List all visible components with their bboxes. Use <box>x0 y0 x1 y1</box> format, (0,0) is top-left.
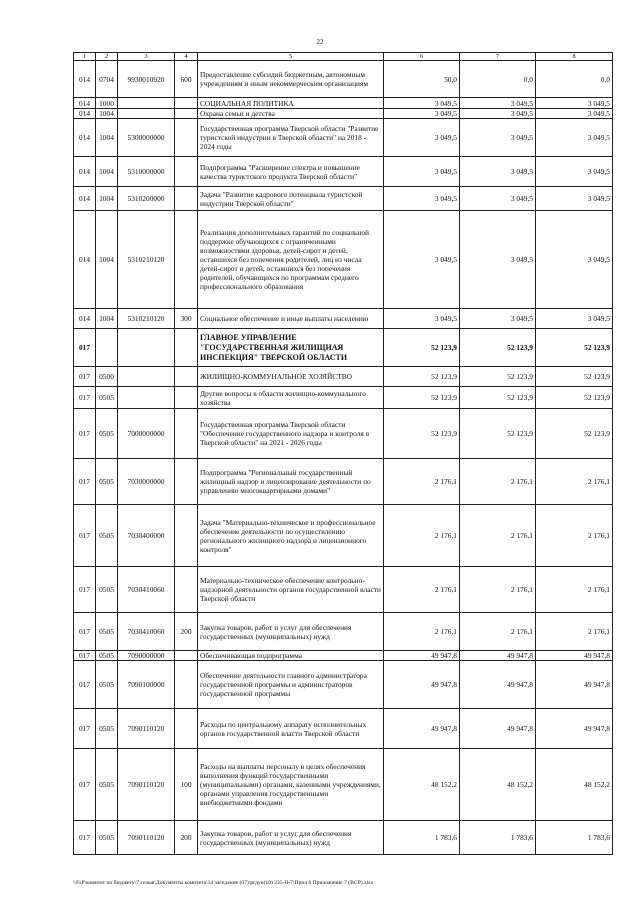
amount-col7-cell: 52 123,9 <box>460 409 536 459</box>
section-code-cell: 1004 <box>96 309 118 329</box>
table-row <box>74 821 613 855</box>
item-name-cell: Задача "Материально-техническое и профессиональное обеспечение деятельности по осуществлению регионального жилищного надзора и лицензионного контроля" <box>198 505 384 567</box>
amount-col7-cell: 49 947,8 <box>460 661 536 709</box>
amount-col7-cell: 2 176,1 <box>460 567 536 613</box>
admin-code-cell: 014 <box>74 109 96 119</box>
expense-type-cell <box>175 651 198 661</box>
item-name-cell: ЖИЛИЩНО-КОММУНАЛЬНОЕ ХОЗЯЙСТВО <box>198 367 384 387</box>
expense-type-cell <box>175 119 198 157</box>
item-name-cell: Расходы на выплаты персоналу в целях обеспечения выполнения функций государственными (муниципальными) органами, казенными учреждениями, органами управления государственными внебюджетными фондами <box>198 749 384 821</box>
amount-col8-cell: 52 123,9 <box>536 387 613 409</box>
amount-col8-cell: 1 783,6 <box>536 821 613 855</box>
amount-col6-cell: 3 049,5 <box>384 309 460 329</box>
amount-col6-cell: 2 176,1 <box>384 567 460 613</box>
target-article-cell: 5310000000 <box>118 157 175 187</box>
target-article-cell: 7090100000 <box>118 661 175 709</box>
amount-col7-cell: 49 947,8 <box>460 651 536 661</box>
amount-col8-cell: 3 049,5 <box>536 98 613 109</box>
table-row <box>74 709 613 749</box>
expense-type-cell: 200 <box>175 821 198 855</box>
table-row <box>74 98 613 109</box>
expense-type-cell <box>175 211 198 309</box>
page-number: 22 <box>316 38 324 46</box>
expense-type-cell <box>175 98 198 109</box>
amount-col8-cell: 49 947,8 <box>536 651 613 661</box>
admin-code-cell: 014 <box>74 187 96 211</box>
amount-col6-cell: 1 783,6 <box>384 821 460 855</box>
target-article-cell: 7030410060 <box>118 567 175 613</box>
section-code-cell: 0505 <box>96 567 118 613</box>
amount-col8-cell: 3 049,5 <box>536 187 613 211</box>
amount-col8-cell: 3 049,5 <box>536 309 613 329</box>
target-article-cell: 7090110120 <box>118 749 175 821</box>
admin-code-cell: 017 <box>74 459 96 505</box>
amount-col8-cell: 48 152,2 <box>536 749 613 821</box>
table-row <box>74 459 613 505</box>
section-code-cell: 0505 <box>96 387 118 409</box>
item-name-cell: Государственная программа Тверской области "Обеспечение государственного надзора и контроля в Тверской области" на 2021 - 2026 годы <box>198 409 384 459</box>
section-code-cell: 0505 <box>96 709 118 749</box>
item-name-cell: Реализация дополнительных гарантий по социальной поддержке обучающихся с ограниченными возможностями здоровья, детей-сирот и детей, оставшихся без попечения родителей, лиц из числа детей-сирот и детей, оставшихся без попечения родителей, обучающихся по программам среднего профессионального образования <box>198 211 384 309</box>
section-code-cell: 0505 <box>96 459 118 505</box>
table-row <box>74 661 613 709</box>
admin-code-cell: 014 <box>74 211 96 309</box>
amount-col8-cell: 2 176,1 <box>536 567 613 613</box>
section-code-cell: 0505 <box>96 613 118 651</box>
section-code-cell <box>96 329 118 367</box>
admin-code-cell: 017 <box>74 387 96 409</box>
item-name-cell: Предоставление субсидий бюджетным, автономным учреждениям и иным некоммерческим организациям <box>198 61 384 98</box>
amount-col8-cell: 3 049,5 <box>536 119 613 157</box>
amount-col8-cell: 3 049,5 <box>536 157 613 187</box>
admin-code-cell: 017 <box>74 651 96 661</box>
target-article-cell: 7030410060 <box>118 613 175 651</box>
item-name-cell: Другие вопросы в области жилищно-коммунального хозяйства <box>198 387 384 409</box>
header-cell: 8 <box>536 53 613 61</box>
amount-col7-cell: 2 176,1 <box>460 459 536 505</box>
target-article-cell: 7090110120 <box>118 709 175 749</box>
amount-col6-cell: 49 947,8 <box>384 661 460 709</box>
admin-code-cell: 017 <box>74 821 96 855</box>
item-name-cell: Материально-техническое обеспечение контрольно-надзорной деятельности органов государственной власти Тверской области <box>198 567 384 613</box>
expense-type-cell <box>175 157 198 187</box>
amount-col6-cell: 48 152,2 <box>384 749 460 821</box>
table-row <box>74 211 613 309</box>
expense-type-cell: 600 <box>175 61 198 98</box>
target-article-cell <box>118 387 175 409</box>
amount-col7-cell: 3 049,5 <box>460 187 536 211</box>
amount-col6-cell: 2 176,1 <box>384 505 460 567</box>
amount-col7-cell: 3 049,5 <box>460 211 536 309</box>
admin-code-cell: 017 <box>74 749 96 821</box>
amount-col6-cell: 49 947,8 <box>384 709 460 749</box>
item-name-cell: Подпрограмма "Региональный государственный жилищный надзор и лицензирование деятельности по управлению многоквартирными домами" <box>198 459 384 505</box>
expense-type-cell <box>175 567 198 613</box>
item-name-cell: Социальное обеспечение и иные выплаты населению <box>198 309 384 329</box>
amount-col7-cell: 48 152,2 <box>460 749 536 821</box>
item-name-cell: Подпрограмма "Расширение спектра и повышение качества туристского продукта Тверской области" <box>198 157 384 187</box>
section-code-cell: 1004 <box>96 157 118 187</box>
amount-col7-cell: 3 049,5 <box>460 309 536 329</box>
expense-type-cell: 200 <box>175 613 198 651</box>
table-body <box>74 53 613 855</box>
amount-col7-cell: 1 783,6 <box>460 821 536 855</box>
header-cell: 2 <box>96 53 118 61</box>
item-name-cell: Государственная программа Тверской области "Развитие туристской индустрии в Тверской области" на 2018 - 2024 годы <box>198 119 384 157</box>
section-code-cell: 0505 <box>96 651 118 661</box>
admin-code-cell: 017 <box>74 709 96 749</box>
target-article-cell <box>118 109 175 119</box>
amount-col8-cell: 52 123,9 <box>536 409 613 459</box>
amount-col7-cell: 2 176,1 <box>460 613 536 651</box>
amount-col8-cell: 2 176,1 <box>536 505 613 567</box>
amount-col7-cell: 0,0 <box>460 61 536 98</box>
expense-type-cell <box>175 329 198 367</box>
target-article-cell: 5310210120 <box>118 309 175 329</box>
admin-code-cell: 017 <box>74 613 96 651</box>
amount-col6-cell: 3 049,5 <box>384 157 460 187</box>
admin-code-cell: 014 <box>74 61 96 98</box>
admin-code-cell: 017 <box>74 661 96 709</box>
amount-col6-cell: 3 049,5 <box>384 109 460 119</box>
amount-col8-cell: 49 947,8 <box>536 661 613 709</box>
amount-col7-cell: 52 123,9 <box>460 387 536 409</box>
expense-type-cell: 300 <box>175 309 198 329</box>
item-name-cell: Закупка товаров, работ и услуг для обеспечения государственных (муниципальных) нужд <box>198 821 384 855</box>
item-name-cell: СОЦИАЛЬНАЯ ПОЛИТИКА <box>198 98 384 109</box>
table-row <box>74 157 613 187</box>
target-article-cell <box>118 367 175 387</box>
target-article-cell: 5310210120 <box>118 211 175 309</box>
section-code-cell: 1000 <box>96 98 118 109</box>
file-path-footer: \\FsP\комитет по бюджету\7 созыв\Документы комитета\14 заседание (07)\ргдук(10) 235-II-7\Прил 6 Приложение 7 (ВСР).xlsx <box>73 880 374 886</box>
section-code-cell: 1004 <box>96 187 118 211</box>
header-cell: 1 <box>74 53 96 61</box>
target-article-cell: 7090110120 <box>118 821 175 855</box>
item-name-cell: Закупка товаров, работ и услуг для обеспечения государственных (муниципальных) нужд <box>198 613 384 651</box>
section-code-cell: 0505 <box>96 749 118 821</box>
amount-col6-cell: 3 049,5 <box>384 119 460 157</box>
amount-col6-cell: 49 947,8 <box>384 651 460 661</box>
admin-code-cell: 017 <box>74 505 96 567</box>
section-code-cell: 0505 <box>96 505 118 567</box>
section-code-cell: 0505 <box>96 821 118 855</box>
item-name-cell: Охрана семьи и детства <box>198 109 384 119</box>
amount-col7-cell: 2 176,1 <box>460 505 536 567</box>
amount-col8-cell: 2 176,1 <box>536 459 613 505</box>
expense-type-cell <box>175 409 198 459</box>
amount-col6-cell: 52 123,9 <box>384 409 460 459</box>
target-article-cell: 9930010920 <box>118 61 175 98</box>
table-row <box>74 613 613 651</box>
amount-col6-cell: 50,0 <box>384 61 460 98</box>
table-row <box>74 367 613 387</box>
expense-type-cell <box>175 661 198 709</box>
target-article-cell <box>118 98 175 109</box>
section-code-cell: 1004 <box>96 211 118 309</box>
section-code-cell: 0704 <box>96 61 118 98</box>
amount-col8-cell: 3 049,5 <box>536 109 613 119</box>
amount-col6-cell: 52 123,9 <box>384 367 460 387</box>
target-article-cell <box>118 329 175 367</box>
item-name-cell: ГЛАВНОЕ УПРАВЛЕНИЕ "ГОСУДАРСТВЕННАЯ ЖИЛИЩНАЯ ИНСПЕКЦИЯ" ТВЕРСКОЙ ОБЛАСТИ <box>198 329 384 367</box>
expense-type-cell <box>175 709 198 749</box>
budget-table <box>73 52 613 855</box>
target-article-cell: 5310200000 <box>118 187 175 211</box>
admin-code-cell: 014 <box>74 98 96 109</box>
item-name-cell: Обеспечение деятельности главного администратора государственной программы и администраторов государственной программы <box>198 661 384 709</box>
header-cell: 7 <box>460 53 536 61</box>
amount-col8-cell: 0,0 <box>536 61 613 98</box>
amount-col6-cell: 52 123,9 <box>384 387 460 409</box>
section-code-cell: 1004 <box>96 119 118 157</box>
expense-type-cell <box>175 505 198 567</box>
table-row <box>74 567 613 613</box>
amount-col8-cell: 52 123,9 <box>536 367 613 387</box>
section-code-cell: 0500 <box>96 367 118 387</box>
amount-col8-cell: 2 176,1 <box>536 613 613 651</box>
target-article-cell: 7030400000 <box>118 505 175 567</box>
amount-col7-cell: 3 049,5 <box>460 109 536 119</box>
expense-type-cell <box>175 387 198 409</box>
amount-col7-cell: 52 123,9 <box>460 367 536 387</box>
table-row <box>74 749 613 821</box>
target-article-cell: 7030000000 <box>118 459 175 505</box>
amount-col6-cell: 2 176,1 <box>384 613 460 651</box>
admin-code-cell: 017 <box>74 567 96 613</box>
header-cell: 5 <box>198 53 384 61</box>
amount-col7-cell: 3 049,5 <box>460 98 536 109</box>
admin-code-cell: 017 <box>74 409 96 459</box>
amount-col7-cell: 49 947,8 <box>460 709 536 749</box>
section-code-cell: 0505 <box>96 661 118 709</box>
admin-code-cell: 014 <box>74 119 96 157</box>
amount-col7-cell: 3 049,5 <box>460 119 536 157</box>
expense-type-cell <box>175 459 198 505</box>
table-row <box>74 505 613 567</box>
table-row <box>74 187 613 211</box>
table-row <box>74 61 613 98</box>
expense-type-cell <box>175 109 198 119</box>
table-row <box>74 387 613 409</box>
column-number-row <box>74 53 613 61</box>
expense-type-cell: 100 <box>175 749 198 821</box>
expense-type-cell <box>175 187 198 211</box>
item-name-cell: Расходы по центральному аппарату исполнительных органов государственной власти Тверской области <box>198 709 384 749</box>
admin-code-cell: 014 <box>74 309 96 329</box>
table-row <box>74 329 613 367</box>
expense-type-cell <box>175 367 198 387</box>
item-name-cell: Обеспечивающая подпрограмма <box>198 651 384 661</box>
amount-col6-cell: 3 049,5 <box>384 211 460 309</box>
table-row <box>74 409 613 459</box>
table-row <box>74 119 613 157</box>
admin-code-cell: 017 <box>74 367 96 387</box>
admin-code-cell: 014 <box>74 157 96 187</box>
amount-col8-cell: 49 947,8 <box>536 709 613 749</box>
target-article-cell: 5300000000 <box>118 119 175 157</box>
amount-col6-cell: 3 049,5 <box>384 187 460 211</box>
amount-col6-cell: 2 176,1 <box>384 459 460 505</box>
header-cell: 3 <box>118 53 175 61</box>
amount-col6-cell: 3 049,5 <box>384 98 460 109</box>
amount-col6-cell: 52 123,9 <box>384 329 460 367</box>
target-article-cell: 7000000000 <box>118 409 175 459</box>
amount-col7-cell: 3 049,5 <box>460 157 536 187</box>
header-cell: 6 <box>384 53 460 61</box>
amount-col8-cell: 52 123,9 <box>536 329 613 367</box>
section-code-cell: 1004 <box>96 109 118 119</box>
section-code-cell: 0505 <box>96 409 118 459</box>
table-row <box>74 109 613 119</box>
admin-code-cell: 017 <box>74 329 96 367</box>
target-article-cell: 7090000000 <box>118 651 175 661</box>
header-cell: 4 <box>175 53 198 61</box>
amount-col8-cell: 3 049,5 <box>536 211 613 309</box>
table-row <box>74 651 613 661</box>
item-name-cell: Задача "Развитие кадрового потенциала туристской индустрии Тверской области" <box>198 187 384 211</box>
table-row <box>74 309 613 329</box>
amount-col7-cell: 52 123,9 <box>460 329 536 367</box>
